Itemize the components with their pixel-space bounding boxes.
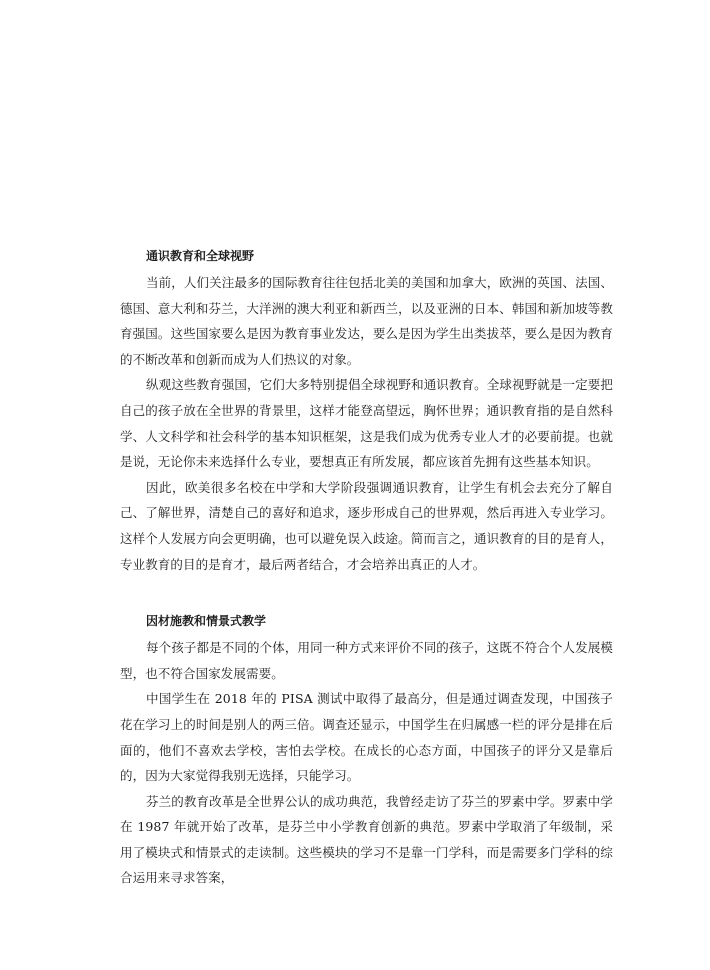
document-page (120, 246, 613, 925)
section-heading: 通识教育和全球视野 (146, 249, 255, 263)
paragraph: 纵观这些教育强国，它们大多特别提倡全球视野和通识教育。全球视野就是一定要把自己的孩子放在全世界的背景里，这样才能登高望远，胸怀世界；通识教育指的是自然科学、人文科学和社会科学的基本知识框架，这是我们成为优秀专业人才的必要前提。也就是说，无论你未来选择什么专业，要想真正有所发展，都应该首先拥有这些基本知识。 (120, 377, 613, 470)
section-heading: 因材施教和情景式教学 (146, 614, 267, 629)
paragraph: 当前，人们关注最多的国际教育往往包括北美的美国和加拿大，欧洲的英国、法国、德国、意大利和芬兰，大洋洲的澳大利亚和新西兰，以及亚洲的日本、韩国和新加坡等教育强国。这些国家要么是因为教育事业发达，要么是因为学生出类拔萃，要么是因为教育的不断改革和创新而成为人们热议的对象。 (120, 275, 613, 367)
section-liberal-education (120, 246, 613, 577)
paragraph: 中国学生在 2018 年的 PISA 测试中取得了最高分，但是通过调查发现，中国孩子花在学习上的时间是别人的两三倍。调查还显示，中国学生在归属感一栏的评分是排在后面的，他们不喜欢去学校，害怕去学校。在成长的心态方面，中国孩子的评分又是靠后的，因为大家觉得我别无选择，只能学习。 (120, 691, 613, 784)
paragraph: 芬兰的教育改革是全世界公认的成功典范，我曾经走访了芬兰的罗素中学。罗素中学在 1987 年就开始了改革，是芬兰中小学教育创新的典范。罗素中学取消了年级制，采用了模块式和情景式的走读制。这些模块的学习不是靠一门学科，而是需要多门学科的综合运用来寻求答案， (120, 793, 613, 886)
paragraph: 每个孩子都是不同的个体，用同一种方式来评价不同的孩子，这既不符合个人发展模型，也不符合国家发展需要。 (120, 640, 613, 681)
paragraph: 因此，欧美很多名校在中学和大学阶段强调通识教育，让学生有机会去充分了解自己、了解世界，清楚自己的喜好和追求，逐步形成自己的世界观，然后再进入专业学习。这样个人发展方向会更明确，也可以避免误入歧途。简而言之，通识教育的目的是育人，专业教育的目的是育才，最后两者结合，才会培养出真正的人才。 (120, 479, 613, 572)
section-individualized-teaching (120, 611, 613, 891)
